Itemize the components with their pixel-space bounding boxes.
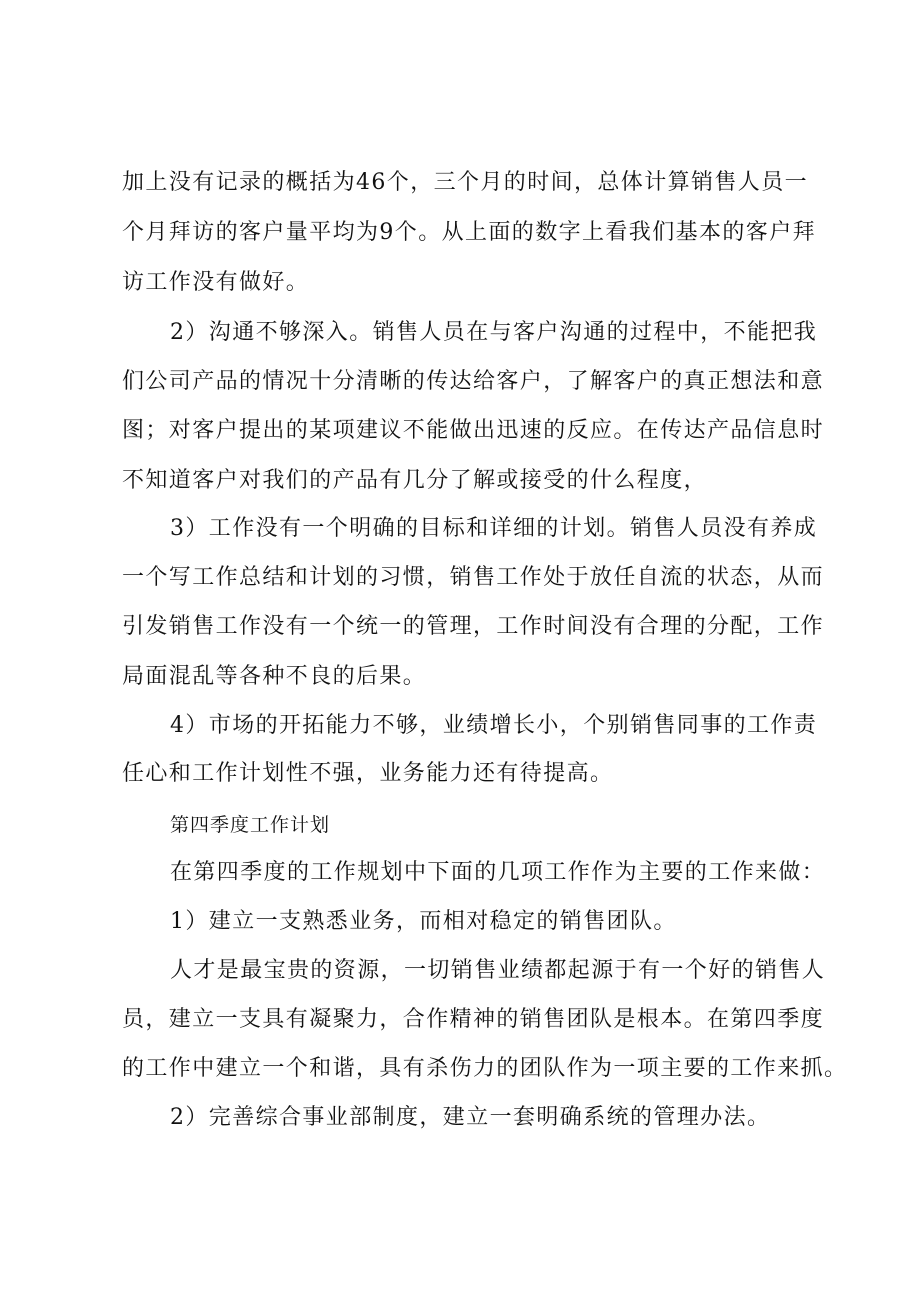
text-line: 任心和工作计划性不强，业务能力还有待提高。 xyxy=(122,761,614,786)
text-line: 个月拜访的客户量平均为9个。从上面的数字上看我们基本的客户拜 xyxy=(122,220,816,245)
text-line: 访工作没有做好。 xyxy=(122,270,310,295)
text-line: 局面混乱等各种不良的后果。 xyxy=(122,664,427,689)
text-line: 2）完善综合事业部制度，建立一套明确系统的管理办法。 xyxy=(170,1105,771,1130)
section-heading: 第四季度工作计划 xyxy=(170,814,331,836)
text-line: 员，建立一支具有凝聚力，合作精神的销售团队是根本。在第四季度 xyxy=(122,1007,825,1032)
text-line: 人才是最宝贵的资源，一切销售业绩都起源于有一个好的销售人 xyxy=(170,958,826,983)
text-line: 2）沟通不够深入。销售人员在与客户沟通的过程中，不能把我 xyxy=(170,320,818,345)
text-line: 一个写工作总结和计划的习惯，销售工作处于放任自流的状态，从而 xyxy=(122,565,825,590)
text-line: 加上没有记录的概括为46个，三个月的时间，总体计算销售人员一 xyxy=(122,170,808,195)
text-line: 的工作中建立一个和谐，具有杀伤力的团队作为一项主要的工作来抓。 xyxy=(122,1056,848,1081)
text-line: 不知道客户对我们的产品有几分了解或接受的什么程度， xyxy=(122,468,708,493)
text-line: 们公司产品的情况十分清晰的传达给客户，了解客户的真正想法和意 xyxy=(122,369,825,394)
text-line: 4）市场的开拓能力不够，业绩增长小，个别销售同事的工作责 xyxy=(170,713,818,738)
text-line: 图；对客户提出的某项建议不能做出迅速的反应。在传达产品信息时 xyxy=(122,418,825,443)
text-line: 1）建立一支熟悉业务，而相对稳定的销售团队。 xyxy=(170,909,677,934)
text-line: 3）工作没有一个明确的目标和详细的计划。销售人员没有养成 xyxy=(170,516,818,541)
text-line: 引发销售工作没有一个统一的管理，工作时间没有合理的分配，工作 xyxy=(122,614,825,639)
text-line: 在第四季度的工作规划中下面的几项工作作为主要的工作来做： xyxy=(170,860,826,885)
